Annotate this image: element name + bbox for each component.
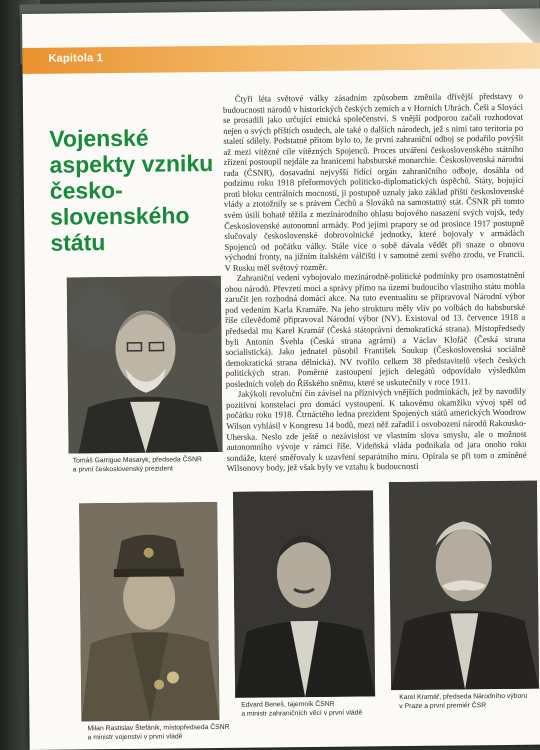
chapter-title: Vojenské aspekty vzniku česko-slovenského státu [49,124,214,256]
paragraph: Jakýkoli revoluční čin závisel na příznivých vnějších podmínkách, jež by navodily pozitivní konstelaci pro domácí vystoupení. K takovému okamžiku vývoj spěl od počátku roku 1918. Čtrnáctého ledna prezident Spojených států amerických Woodrow Wilson vyhlásil v Kongresu 14 bodů, mezi něž zařadil i osvobození národů Rakousko-Uherska. Neslo zde ještě o nezávislost ve vlastním slova smyslu, ale o možnost autonomního vývoje v rámci říše. Vídeňská vláda podnikala od jara onoho roku sondáže, které směřovaly k uzavření separátního míru. Opírala se při tom o zmíněné Wilsonovy body, jež však byly ve vztahu k budoucnosti [226,386,527,474]
caption-benes: Edvard Beneš, tajemník ČSNR a ministr zahraničních věcí v první vládě [241,700,363,718]
caption-kramar: Karel Kramář, předseda Národního výboru v Praze a první premiér ČSR [399,692,528,710]
article-body [223,91,527,474]
portrait-masaryk [67,276,223,454]
portrait-stefanik [79,502,219,721]
chapter-label: Kapitola 1 [48,52,104,65]
portrait-kramar [389,481,539,691]
paragraph: Zahraniční vedení vybojovalo mezinárodně-politické podmínky pro osamostatnění obou národů. Převzetí moci a správy přímo na území budoucího vlastního státu mohla zaručit jen rozhodná domácí akce. Na tuto eventualitu se připravoval Národní výbor pod vedením Karla Kramáře. Na jeho strukturu měly vliv po volbách do habsburské říše cílevědomě připravoval Národní výbor (NV). Existoval od 13. července 1918 a předsedal mu Karel Kramář (Česká státoprávní demokratická strana). Místopředsedy byli Antonín Švehla (Česká strana agrární) a Václav Klofáč (Česká strana socialistická). Jako jednatel působil František Soukup (Československá sociálně demokratická strana dělnická). NV tvořilo celkem 38 představitelů všech českých politických stran. Poměrné zastoupení jejich delegátů odpovídalo výsledkům posledních voleb do Říšského sněmu, které se uskutečnily v roce 1911. [224,270,526,389]
caption-masaryk: Tomáš Garrigue Masaryk, předseda ČSNR a první československý prezident [72,456,202,473]
caption-stefanik: Milan Rastislav Štefánik, místopředseda ČSNR a ministr vojenství v první vládě [87,723,230,741]
book-page [22,9,540,750]
paragraph: Čtyři léta světové války zásadním způsobem změnila dřívější představy o budoucnosti národů v historických českých zemích a v Horních Uhrách. Češi a Slováci se prosadili jako určující etnická společenství. S vnější podporou začali rozhodovat nejen o svých příštích osudech, ale také o dalších národech, jež s nimi tato teritoria po staletí sdílely. Podstatné přitom bylo to, že první zahraniční odboj se podařilo povýšit až mezi vítězné cíle vítězných Spojenců. Proces utváření československého státního zřízení postoupil nejdále za hranicemi habsburské monarchie. Československá národní rada (ČSNR), dosavadní nejvyšší řídící orgán zahraničního odboje, dosáhla od podzimu roku 1918 přeformových politicko-diplomatických úspěchů. Státy, bojující proti bloku centrálních mocností, ji postupně uznaly jako základ příští československé vlády a ztotožnily se s právem Čechů a Slováků na samostatný stát. ČSNR při tomto svém úsilí bohatě těžila z mezinárodního ohlasu bojového nasazení svých vojsk, tedy Československé autonomní armády. Pod jejími prapory se od prosince 1917 postupně slučovaly československé dobrovolnické jednotky, které bojovaly v armádách Spojenců od počátku války. Stále více o sobě dávala vědět při snaze o obnovu východní fronty, na jižním italském válčišti i v samotné zemi svého zrodu, ve Francii. V Rusku měl světový rozměr. [222,90,525,273]
portrait-benes [233,490,375,697]
chapter-header-bar [22,43,540,74]
